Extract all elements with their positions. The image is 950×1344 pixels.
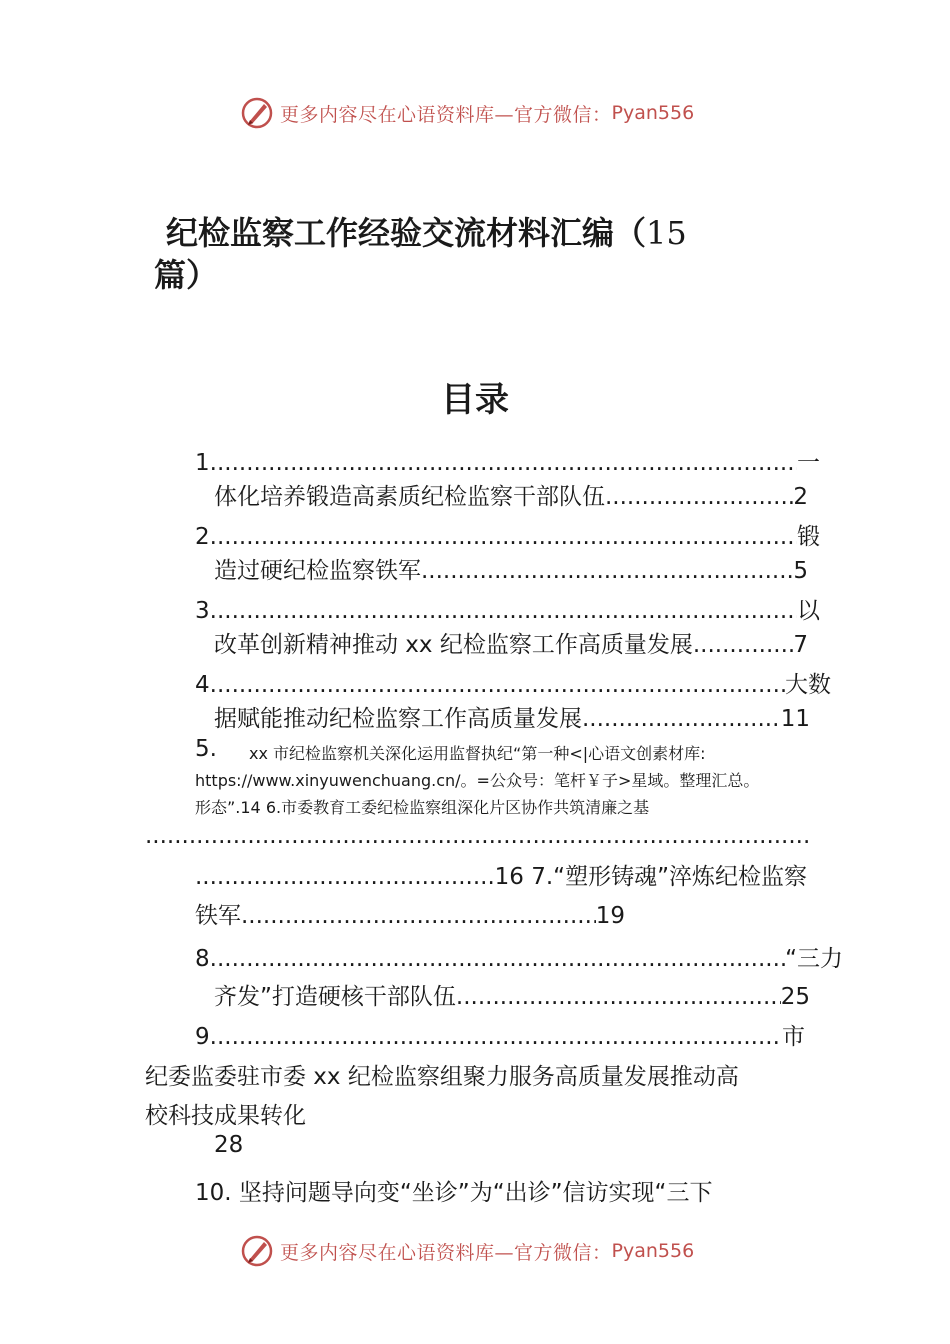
toc-entry-3-line2[interactable] — [214, 626, 808, 659]
dot-leader — [217, 1024, 782, 1050]
title-count: 15 — [646, 214, 687, 252]
toc-entry-8-line1 — [195, 940, 843, 973]
document-title-line1 — [166, 208, 687, 254]
toc-entry-8-line2[interactable] — [214, 978, 810, 1011]
watermark-banner-bottom — [240, 1234, 694, 1268]
toc-entry-lead: 大数 — [785, 672, 831, 698]
toc-entry-tail: 16 7.“塑形铸魂”淬炼纪检监察 — [494, 864, 807, 890]
toc-entry-9-line2[interactable]: 纪委监委驻市委 xx 纪检监察组聚力服务高质量发展推动高 — [145, 1064, 739, 1090]
toc-entry-title: 体化培养锻造高素质纪检监察干部队伍 — [214, 484, 605, 510]
toc-entry-page: 19 — [595, 903, 625, 929]
document-title-line2: 篇） — [154, 256, 219, 294]
title-text: 纪检监察工作经验交流材料汇编（ — [166, 214, 647, 252]
toc-heading: 目录 — [441, 380, 509, 420]
toc-entry-lead: “三力 — [785, 946, 843, 972]
watermark-text: 更多内容尽在心语资料库—官方微信： — [280, 103, 612, 126]
toc-entry-number: 3. — [195, 598, 217, 624]
dot-leader — [217, 524, 797, 550]
toc-entry-4-line2[interactable] — [214, 700, 810, 733]
dot-leader — [456, 984, 781, 1010]
toc-entry-page: 25 — [780, 984, 810, 1010]
toc-entry-lead: 一 — [797, 450, 820, 476]
toc-entry-1-line2[interactable] — [214, 478, 808, 511]
toc-entry-page: 7 — [793, 632, 808, 658]
toc-entry-title: 据赋能推动纪检监察工作高质量发展 — [214, 706, 582, 732]
toc-entry-lead: 以 — [797, 598, 820, 624]
dot-leader — [217, 946, 785, 972]
toc-entry-lead: 锻 — [797, 524, 820, 550]
toc-entry-page: 2 — [793, 484, 808, 510]
dot-leader — [217, 598, 797, 624]
toc-entry-5-line3: 形态”.14 6.市委教育工委纪检监察组深化片区协作共筑清廉之基 — [195, 798, 650, 817]
watermark-id: Pyan556 — [611, 1240, 695, 1262]
toc-entry-number: 4. — [195, 672, 217, 698]
toc-entry-2-line2[interactable] — [214, 552, 808, 585]
dot-leader — [217, 672, 785, 698]
toc-entry-lead: 市 — [782, 1024, 805, 1050]
dot-leader — [217, 450, 797, 476]
dot-leader — [605, 484, 793, 510]
toc-entry-title: 齐发”打造硬核干部队伍 — [214, 984, 456, 1010]
toc-entry-9-line3[interactable]: 校科技成果转化 — [145, 1103, 306, 1129]
toc-entry-5-number: 5. — [195, 736, 217, 762]
watermark-text: 更多内容尽在心语资料库—官方微信： — [280, 1241, 612, 1264]
toc-entry-3-line1 — [195, 592, 820, 625]
toc-entry-4-line1 — [195, 666, 831, 699]
toc-entry-5-line4[interactable] — [195, 858, 807, 891]
toc-entry-number: 9. — [195, 1024, 217, 1050]
toc-entry-number: 8. — [195, 946, 217, 972]
dot-leader-full-line — [145, 823, 812, 849]
dot-leader — [241, 903, 596, 929]
toc-entry-7-line2[interactable] — [195, 897, 625, 930]
toc-entry-10[interactable]: 10. 坚持问题导向变“坐诊”为“出诊”信访实现“三下 — [195, 1180, 713, 1206]
toc-entry-title: 铁军 — [195, 903, 241, 929]
dot-leader — [195, 864, 495, 890]
toc-entry-9-line1 — [195, 1018, 805, 1051]
toc-entry-5-line2: https://www.xinyuwenchuang.cn/。=公众号：笔杆￥子>星域。整理汇总。 — [195, 771, 760, 790]
toc-entry-page: 5 — [793, 558, 808, 584]
toc-entry-number: 2. — [195, 524, 217, 550]
dot-leader — [421, 558, 793, 584]
pen-logo-icon — [240, 96, 274, 130]
toc-entry-page: 11 — [780, 706, 810, 732]
watermark-id: Pyan556 — [611, 102, 695, 124]
toc-entry-1-line1 — [195, 444, 820, 477]
toc-entry-title: 改革创新精神推动 xx 纪检监察工作高质量发展 — [214, 632, 693, 658]
dot-leader — [582, 706, 781, 732]
toc-entry-title: 造过硬纪检监察铁军 — [214, 558, 421, 584]
toc-entry-9-page: 28 — [214, 1132, 244, 1158]
dot-leader — [693, 632, 794, 658]
pen-logo-icon — [240, 1234, 274, 1268]
toc-entry-2-line1 — [195, 518, 820, 551]
toc-entry-5-line1: xx 市纪检监察机关深化运用监督执纪“第一种<|心语文创素材库: — [249, 744, 706, 763]
watermark-banner-top — [240, 96, 694, 130]
toc-entry-number: 1. — [195, 450, 217, 476]
